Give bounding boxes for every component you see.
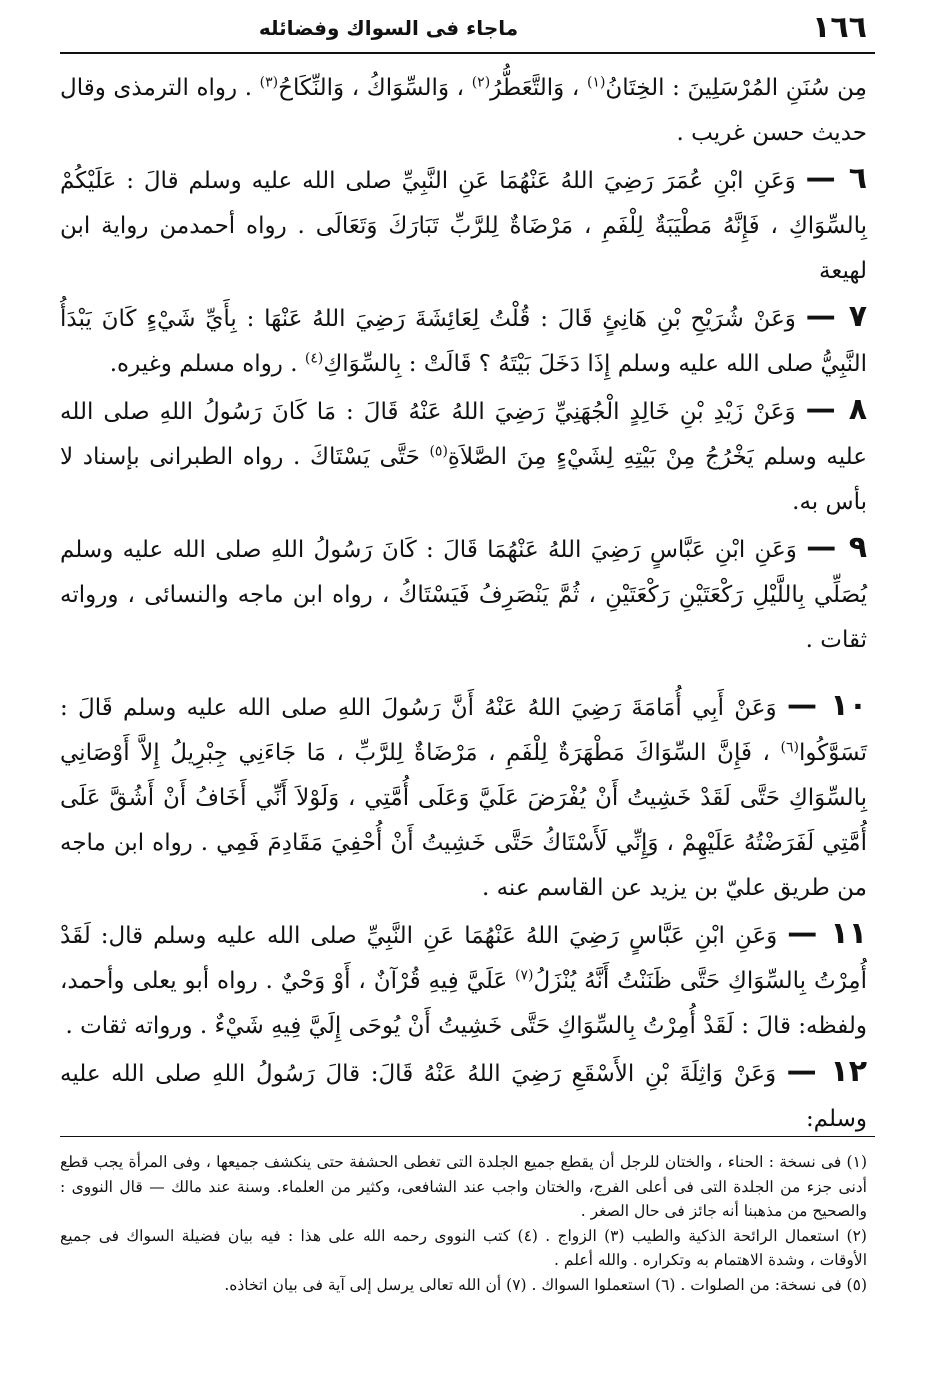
running-head bbox=[70, 8, 867, 50]
hadith-number: ٦ — bbox=[805, 161, 867, 196]
running-title: ماجاء فى السواك وفضائله bbox=[258, 16, 519, 40]
hadith-paragraph bbox=[60, 156, 867, 294]
paragraph-text: وَعَنِ ابْنِ عَبَّاسٍ رَضِيَ اللهُ عَنْهُمَا عَنِ النَّبِيِّ صلى الله عليه وسلم قال: لَقَدْ أُمِرْتُ بِالسِّوَاكِ حَتَّى ظَنَنْتُ أَنَّهُ يُنْزَلُ bbox=[60, 923, 867, 994]
paragraph-text: ، وَالسِّوَاكُ ، وَالنِّكَاحُ bbox=[278, 75, 472, 101]
main-text bbox=[60, 66, 867, 1142]
footnote-marker: (١) bbox=[586, 74, 606, 91]
paragraph-text: ، وَالتَّعَطُّرُ bbox=[490, 75, 587, 101]
hadith-number: ١١ — bbox=[787, 916, 868, 951]
header-rule bbox=[60, 52, 875, 54]
paragraph-text: . رواه الترمذى وقال حديث حسن غريب . bbox=[60, 75, 867, 146]
hadith-number: ١٢ — bbox=[786, 1054, 868, 1089]
hadith-paragraph bbox=[60, 387, 867, 525]
footnote-marker: (٤) bbox=[304, 350, 324, 367]
footnote: (٥) فى نسخة: من الصلوات . (٦) استعملوا السواك . (٧) أن الله تعالى يرسل إلى آية فى بيان اتخاذه. bbox=[224, 1275, 867, 1294]
page-number: ١٦٦ bbox=[812, 10, 867, 45]
hadith-paragraph bbox=[60, 294, 867, 387]
footnote-marker: (٢) bbox=[471, 74, 491, 91]
hadith-paragraph bbox=[60, 1049, 867, 1142]
paragraph-text: وَعَنِ ابْنِ عُمَرَ رَضِيَ اللهُ عَنْهُمَا عَنِ النَّبِيِّ صلى الله عليه وسلم قالَ : عَلَيْكُمْ بِالسِّوَاكِ ، فَإِنَّهُ مَطْيَبَةٌ لِلْفَمِ ، مَرْضَاةٌ لِلرَّبِّ تَبَارَكَ وَتَعَالَى . رواه أحمدمن رواية ابن لهيعة bbox=[60, 168, 867, 284]
footnote: (٢) استعمال الرائحة الذكية والطيب (٣) الزواج . (٤) كتب النووى رحمه الله على هذا : فيه بيان فضيلة السواك فى جميع الأوقات ، وشدة الاهتمام به وتكراره . والله أعلم . bbox=[60, 1226, 867, 1269]
paragraph-text: وَعَنْ أَبِي أُمَامَةَ رَضِيَ اللهُ عَنْهُ أَنَّ رَسُولَ اللهِ صلى الله عليه وسلم قَالَ : تَسَوَّكُوا bbox=[60, 695, 867, 766]
paragraph-text: ، فَإِنَّ السِّوَاكَ مَطْهَرَةٌ لِلْفَمِ ، مَرْضَاةٌ لِلرَّبِّ ، مَا جَاءَنِي جِبْرِيلُ إِلاَّ أَوْصَانِي بِالسِّوَاكِ حَتَّى لَقَدْ خَشِيتُ أَنْ يُفْرَضَ عَلَيَّ وَعَلَى أُمَّتِي ، وَلَوْلاَ أَنِّي أَخَافُ أَنْ أَشُقَّ عَلَى أُمَّتِي لَفَرَضْتُهُ عَلَيْهِمْ ، وَإِنِّي لَأَسْتَاكُ حَتَّى خَشِيتُ أَنْ أُحْفِيَ مَقَادِمَ فَمِي . رواه ابن ماجه من طريق عليّ بن يزيد عن القاسم عنه . bbox=[60, 740, 867, 901]
hadith-paragraph bbox=[60, 911, 867, 1049]
hadith-number: ١٠ — bbox=[786, 688, 868, 723]
footnote-marker: (٧) bbox=[515, 967, 534, 984]
footnote-marker: (٦) bbox=[780, 739, 799, 756]
footnote-marker: (٣) bbox=[259, 74, 279, 91]
footnote: (١) فى نسخة : الحناء ، والختان للرجل أن يقطع جميع الجلدة التى تغطى الحشفة حتى ينكشف جميعها ، وفى المرأة يجب قطع أدنى جزء من الجلدة التى فى أعلى الفرج، والختان واجب عند الشافعى، وكثير من العلماء. وسنة عند مالك — قال النووى : والصحيح من مذهبنا أنه جائز فى حال الصغر . bbox=[60, 1153, 867, 1220]
paragraph-text: حَتَّى يَسْتَاكَ . رواه الطبرانى بإسناد لا بأس به. bbox=[60, 444, 867, 515]
paragraph-intro bbox=[60, 66, 867, 156]
footnote-marker: (٥) bbox=[429, 443, 448, 460]
paragraph-text: مِن سُنَنِ المُرْسَلِينَ : الخِتَانُ bbox=[605, 75, 867, 101]
paragraph-text: وَعَنْ شُرَيْحِ بْنِ هَانِئٍ قَالَ : قُلْتُ لِعَائِشَةَ رَضِيَ اللهُ عَنْهَا : بِأَيِّ شَيْءٍ كَانَ يَبْدَأُ النَّبِيُّ صلى الله عليه وسلم إِذَا دَخَلَ بَيْتَهُ ؟ قَالَتْ : بِالسِّوَاكِ bbox=[60, 306, 867, 377]
hadith-number: ٧ — bbox=[805, 299, 867, 334]
hadith-paragraph bbox=[60, 683, 867, 911]
paragraph-text: وَعَنْ وَاثِلَةَ بْنِ الأَسْقَعِ رَضِيَ اللهُ عَنْهُ قَالَ: قالَ رَسُولُ اللهِ صلى الله عليه وسلم: bbox=[60, 1061, 867, 1132]
hadith-number: ٨ — bbox=[805, 392, 868, 427]
paragraph-text: عَلَيَّ فِيهِ قُرْآنٌ ، أَوْ وَحْيٌ . رواه أبو يعلى وأحمد، ولفظه: قالَ : لَقَدْ أُمِرْتُ بِالسِّوَاكِ حَتَّى خَشِيتُ أَنْ يُوحَى إِلَيَّ فِيهِ شَيْءٌ . ورواته ثقات . bbox=[60, 968, 867, 1039]
paragraph-text: وَعَنْ زَيْدِ بْنِ خَالِدٍ الْجُهَنِيِّ رَضِيَ اللهُ عَنْهُ قَالَ : مَا كَانَ رَسُولُ اللهِ صلى الله عليه وسلم يَخْرُجُ مِنْ بَيْتِهِ لِشَيْءٍ مِنَ الصَّلاَةِ bbox=[60, 399, 867, 470]
footnotes-rule bbox=[60, 1136, 875, 1137]
paragraph-text: وَعَنِ ابْنِ عَبَّاسٍ رَضِيَ اللهُ عَنْهُمَا قَالَ : كَانَ رَسُولُ اللهِ صلى الله عليه وسلم يُصَلِّي بِاللَّيْلِ رَكْعَتَيْنِ رَكْعَتَيْنِ ، ثُمَّ يَنْصَرِفُ فَيَسْتَاكُ ، رواه ابن ماجه والنسائى ، ورواته ثقات . bbox=[60, 537, 867, 653]
hadith-number: ٩ — bbox=[806, 530, 867, 565]
hadith-paragraph bbox=[60, 525, 867, 663]
footnotes bbox=[60, 1150, 867, 1297]
paragraph-text: . رواه مسلم وغيره. bbox=[109, 351, 305, 377]
